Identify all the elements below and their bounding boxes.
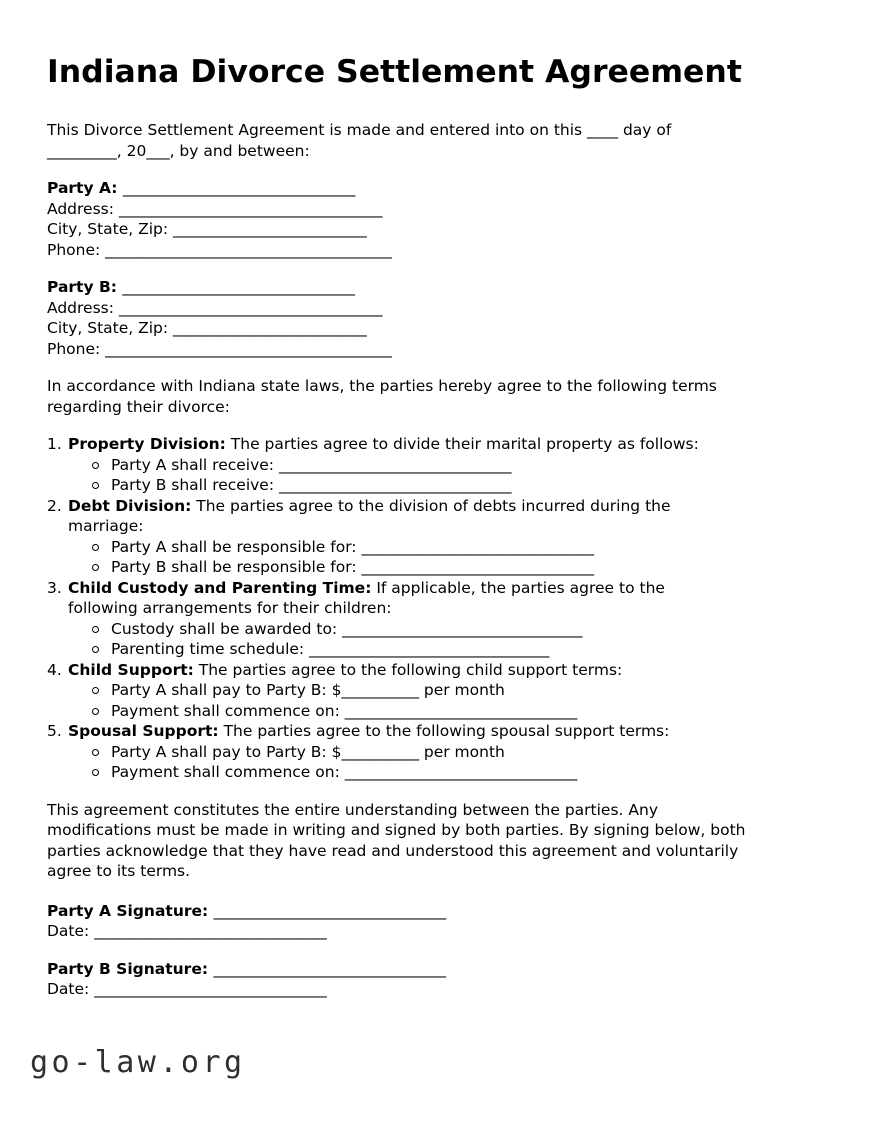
accordance-line: In accordance with Indiana state laws, the parties hereby agree to the following terms xyxy=(47,377,717,395)
field-blank: _______________________________ xyxy=(309,640,550,658)
closing-line: This agreement constitutes the entire understanding between the parties. Any xyxy=(47,800,658,819)
term-label: Property Division: xyxy=(68,435,226,453)
field-blank: ______________________________ xyxy=(361,537,594,556)
field-blank: _________________________ xyxy=(173,220,367,238)
intro-line: This Divorce Settlement Agreement is made and entered into on this ____ day of xyxy=(47,121,672,139)
term-item-child-custody xyxy=(47,578,811,660)
term-text-continued: following arrangements for their children: xyxy=(68,599,392,617)
term-body xyxy=(68,496,811,578)
term-body xyxy=(68,660,811,722)
field-label: Phone: xyxy=(47,240,106,259)
term-number: 2. xyxy=(47,496,62,515)
sub-text: Parenting time schedule: _______________________________ xyxy=(111,640,550,658)
term-number: 3. xyxy=(47,578,62,597)
party-a-date-row xyxy=(47,921,811,942)
sub-text: Party A shall pay to Party B: $__________ per month xyxy=(111,742,505,761)
term-label: Spousal Support: xyxy=(68,722,219,740)
term-text: Child Custody and Parenting Time: If applicable, the parties agree to the xyxy=(68,578,665,597)
field-blank: ______________________________ xyxy=(344,701,578,720)
term-item-property-division xyxy=(47,434,811,496)
circle-bullet-icon xyxy=(92,482,99,489)
term-label: Child Custody and Parenting Time: xyxy=(68,578,372,597)
closing-line: agree to its terms. xyxy=(47,862,191,880)
party-b-section xyxy=(47,277,811,359)
term-body xyxy=(68,721,811,783)
intro-line: _________, 20___, by and between: xyxy=(47,141,310,160)
sub-item xyxy=(68,619,811,640)
sub-text: Payment shall commence on: ______________________________ xyxy=(111,701,578,720)
sub-item xyxy=(68,639,811,660)
party-b-heading: Party B: xyxy=(47,278,123,296)
sub-item xyxy=(68,680,811,701)
term-item-debt-division xyxy=(47,496,811,578)
sub-item xyxy=(68,455,811,476)
party-a-signature-row xyxy=(47,901,811,922)
signature-label: Party A Signature: xyxy=(47,901,214,920)
accordance-paragraph xyxy=(47,376,811,417)
page-title: Indiana Divorce Settlement Agreement xyxy=(47,54,742,90)
term-text: Debt Division: The parties agree to the division of debts incurred during the xyxy=(68,496,671,515)
party-a-phone-row xyxy=(47,240,811,261)
field-blank: _____________________________________ xyxy=(105,339,392,358)
term-number: 4. xyxy=(47,660,62,679)
sub-item xyxy=(68,537,811,558)
party-b-signature-row xyxy=(47,959,811,980)
field-blank: __________ xyxy=(341,681,419,699)
field-blank: __________________________________ xyxy=(118,298,383,317)
party-b-signature-block xyxy=(47,959,811,1000)
signature-blank: ______________________________ xyxy=(213,901,447,920)
signature-blank: ______________________________ xyxy=(213,959,446,978)
sub-item xyxy=(68,475,811,496)
term-text: Child Support: The parties agree to the following child support terms: xyxy=(68,660,623,679)
field-blank: ______________________________ xyxy=(344,763,578,781)
date-label: Date: xyxy=(47,980,95,998)
field-blank: ______________________________ xyxy=(279,476,512,494)
site-watermark: go-law.org xyxy=(30,1045,246,1080)
term-label: Child Support: xyxy=(68,660,194,679)
term-item-child-support xyxy=(47,660,811,722)
circle-bullet-icon xyxy=(92,687,99,694)
circle-bullet-icon xyxy=(92,769,99,776)
term-description: The parties agree to divide their marital property as follows: xyxy=(225,435,699,453)
term-body xyxy=(68,578,811,660)
party-a-name-blank: ______________________________ xyxy=(122,179,356,197)
accordance-line: regarding their divorce: xyxy=(47,397,230,416)
field-label: City, State, Zip: xyxy=(47,220,174,238)
field-blank: __________ xyxy=(341,742,419,761)
signature-label: Party B Signature: xyxy=(47,959,214,978)
sub-item xyxy=(68,557,811,578)
date-blank: ______________________________ xyxy=(94,980,327,998)
term-label: Debt Division: xyxy=(68,496,192,515)
party-b-city-row xyxy=(47,318,811,339)
term-item-spousal-support xyxy=(47,721,811,783)
field-blank: ______________________________ xyxy=(278,455,512,474)
date-label: Date: xyxy=(47,922,95,940)
field-label: Phone: xyxy=(47,339,106,358)
sub-item xyxy=(68,762,811,783)
circle-bullet-icon xyxy=(92,626,99,633)
sub-text: Custody shall be awarded to: _______________________________ xyxy=(111,619,583,638)
terms-list xyxy=(47,434,811,783)
party-b-name-row xyxy=(47,277,811,298)
party-a-city-row xyxy=(47,219,811,240)
closing-line: parties acknowledge that they have read and understood this agreement and voluntarily xyxy=(47,841,739,860)
field-label: City, State, Zip: xyxy=(47,319,174,337)
closing-paragraph xyxy=(47,800,811,882)
term-number: 5. xyxy=(47,722,62,740)
party-a-name-row xyxy=(47,178,811,199)
field-blank: _______________________________ xyxy=(342,619,583,638)
circle-bullet-icon xyxy=(92,749,99,756)
closing-line: modifications must be made in writing and signed by both parties. By signing below, both xyxy=(47,821,746,839)
sub-text: Party A shall receive: ______________________________ xyxy=(111,455,512,474)
sub-text: Party A shall be responsible for: ______________________________ xyxy=(111,537,594,556)
party-a-signature-block xyxy=(47,901,811,942)
term-text: Spousal Support: The parties agree to the following spousal support terms: xyxy=(68,722,670,740)
sub-item xyxy=(68,701,811,722)
circle-bullet-icon xyxy=(92,646,99,653)
sub-text: Party B shall receive: ______________________________ xyxy=(111,476,512,494)
sub-text: Payment shall commence on: ______________________________ xyxy=(111,763,578,781)
circle-bullet-icon xyxy=(92,708,99,715)
field-label: Address: xyxy=(47,199,119,218)
party-b-name-blank: ______________________________ xyxy=(122,278,355,296)
sub-text: Party B shall be responsible for: ______________________________ xyxy=(111,558,594,576)
term-body xyxy=(68,434,811,496)
field-blank: _________________________ xyxy=(173,319,367,337)
term-number: 1. xyxy=(47,435,62,453)
party-a-address-row xyxy=(47,199,811,220)
term-text-continued: marriage: xyxy=(68,517,144,535)
circle-bullet-icon xyxy=(92,564,99,571)
party-a-section xyxy=(47,178,811,260)
party-a-heading: Party A: xyxy=(47,179,123,197)
party-b-address-row xyxy=(47,298,811,319)
field-label: Address: xyxy=(47,298,119,317)
date-blank: ______________________________ xyxy=(94,922,327,940)
circle-bullet-icon xyxy=(92,462,99,469)
term-text xyxy=(68,434,811,455)
party-b-date-row xyxy=(47,979,811,1000)
circle-bullet-icon xyxy=(92,544,99,551)
intro-paragraph xyxy=(47,120,811,161)
party-b-phone-row xyxy=(47,339,811,360)
field-blank: ______________________________ xyxy=(361,558,594,576)
field-blank: __________________________________ xyxy=(118,199,383,218)
sub-item xyxy=(68,742,811,763)
sub-text: Party A shall pay to Party B: $__________ per month xyxy=(111,681,505,699)
field-blank: _____________________________________ xyxy=(105,240,392,259)
